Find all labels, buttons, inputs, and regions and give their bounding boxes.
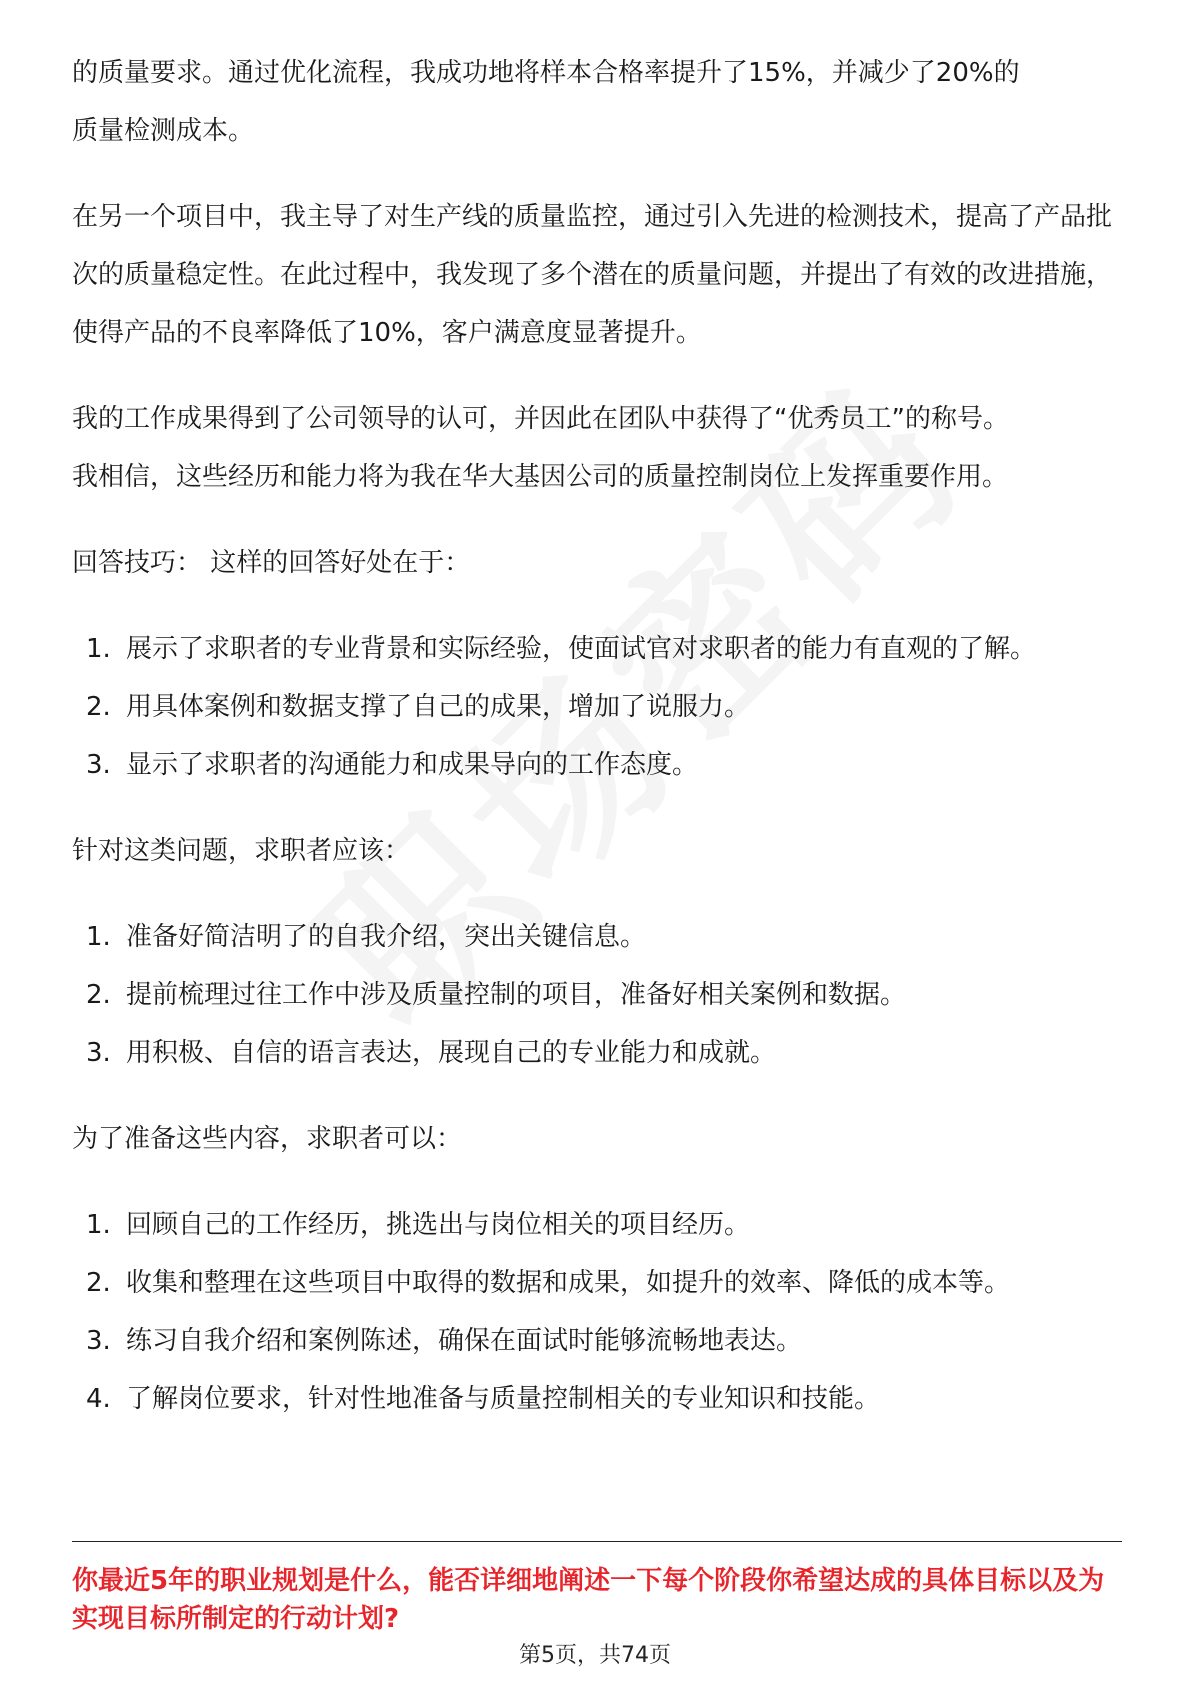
tips-heading: 回答技巧： 这样的回答好处在于： xyxy=(72,548,471,578)
should-heading: 针对这类问题，求职者应该： xyxy=(72,836,411,866)
paragraph-3-line-2: 我相信，这些经历和能力将为我在华大基因公司的质量控制岗位上发挥重要作用。 xyxy=(72,462,1009,492)
page-number: 第5页，共74页 xyxy=(519,1643,671,1668)
paragraph-2: 在另一个项目中，我主导了对生产线的质量监控，通过引入先进的检测技术，提高了产品批次的质量稳定性。在此过程中，我发现了多个潜在的质量问题，并提出了有效的改进措施，使得产品的不良率降低了10%，客户满意度显著提升。 xyxy=(72,202,1113,348)
list-item: 3. 练习自我介绍和案例陈述，确保在面试时能够流畅地表达。 xyxy=(86,1326,803,1356)
list-item: 3. 显示了求职者的沟通能力和成果导向的工作态度。 xyxy=(86,750,699,780)
document-body xyxy=(72,44,1122,1456)
list-item: 1. 准备好简洁明了的自我介绍，突出关键信息。 xyxy=(86,922,647,952)
list-item: 2. 提前梳理过往工作中涉及质量控制的项目，准备好相关案例和数据。 xyxy=(86,980,907,1010)
prepare-list xyxy=(72,1196,1122,1428)
prepare-heading: 为了准备这些内容，求职者可以： xyxy=(72,1124,463,1154)
paragraph-3-line-1: 我的工作成果得到了公司领导的认可，并因此在团队中获得了“优秀员工”的称号。 xyxy=(72,404,1009,434)
paragraph-1-line-2: 质量检测成本。 xyxy=(72,116,255,146)
list-item: 3. 用积极、自信的语言表达，展现自己的专业能力和成就。 xyxy=(86,1038,777,1068)
list-item: 2. 收集和整理在这些项目中取得的数据和成果，如提升的效率、降低的成本等。 xyxy=(86,1268,1011,1298)
paragraph-1-line-1: 的质量要求。通过优化流程，我成功地将样本合格率提升了15%，并减少了20%的 xyxy=(72,58,1020,88)
list-item: 1. 展示了求职者的专业背景和实际经验，使面试官对求职者的能力有直观的了解。 xyxy=(86,634,1037,664)
list-item: 2. 用具体案例和数据支撑了自己的成果，增加了说服力。 xyxy=(86,692,751,722)
section-divider xyxy=(72,1541,1122,1542)
should-list xyxy=(72,908,1122,1082)
list-item: 4. 了解岗位要求，针对性地准备与质量控制相关的专业知识和技能。 xyxy=(86,1384,881,1414)
tips-list xyxy=(72,620,1122,794)
next-question-heading: 你最近5年的职业规划是什么，能否详细地阐述一下每个阶段你希望达成的具体目标以及为实现目标所制定的行动计划? xyxy=(72,1566,1105,1634)
list-item: 1. 回顾自己的工作经历，挑选出与岗位相关的项目经历。 xyxy=(86,1210,751,1240)
